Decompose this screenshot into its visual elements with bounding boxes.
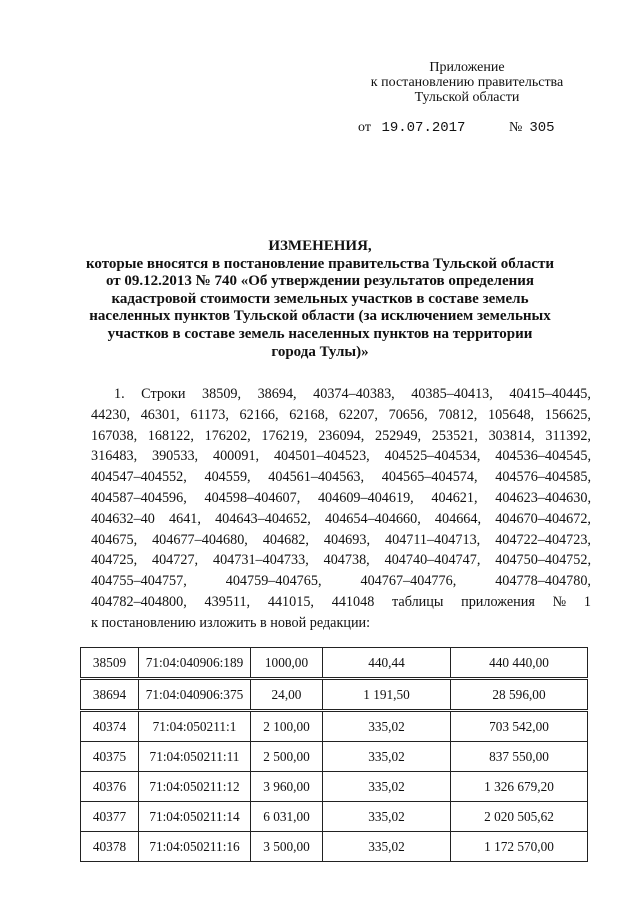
- decree-date: 19.07.2017: [381, 120, 466, 136]
- body-word: 441015,: [267, 593, 314, 610]
- body-word: 404621,: [431, 489, 478, 506]
- body-word: 167038,: [91, 427, 138, 444]
- body-word: 404778–404780,: [495, 573, 591, 590]
- row-id: 38694: [81, 680, 139, 710]
- body-word: 404664,: [434, 510, 482, 527]
- body-word: 404682,: [262, 531, 309, 548]
- body-word: 404755–404757,: [91, 573, 187, 590]
- body-word: 46301,: [140, 406, 180, 423]
- body-word: 404501–404523,: [273, 448, 370, 465]
- body-word: 404727,: [151, 552, 199, 569]
- body-line: [91, 467, 591, 488]
- body-word: 404722–404723,: [495, 531, 591, 548]
- table-row: [81, 772, 588, 802]
- body-word: 404525–404534,: [384, 448, 481, 465]
- body-word: 404561–404563,: [268, 469, 365, 486]
- body-word: 404693,: [323, 531, 370, 548]
- title-line: города Тулы)»: [271, 343, 369, 360]
- row-id: 40378: [81, 832, 139, 862]
- body-word: 105648,: [487, 406, 535, 423]
- cadastral-number: 71:04:050211:11: [139, 742, 251, 772]
- table-row: [81, 648, 588, 678]
- rate: 335,02: [323, 832, 451, 862]
- row-id: 40377: [81, 802, 139, 832]
- body-word: 38509,: [202, 386, 242, 402]
- body-line: [91, 550, 591, 571]
- body-word: 176219,: [261, 427, 308, 444]
- body-word: 404675,: [91, 531, 138, 548]
- rate: 335,02: [323, 742, 451, 772]
- row-id: 38509: [81, 648, 139, 678]
- body-word: 404740–404747,: [384, 552, 481, 569]
- cadastral-number: 71:04:050211:14: [139, 802, 251, 832]
- cadastral-number: 71:04:050211:12: [139, 772, 251, 802]
- cadastral-value: 28 596,00: [451, 680, 588, 710]
- title-line: населенных пунктов Тульской области (за исключением земельных: [89, 308, 551, 325]
- number-prefix: №: [508, 120, 523, 135]
- body-word: 61173,: [190, 406, 229, 423]
- body-word: 404711–404713,: [384, 531, 481, 548]
- body-word: 404623–404630,: [495, 489, 591, 506]
- body-word: 404609–404619,: [317, 489, 414, 506]
- cadastral-value: 2 020 505,62: [451, 802, 588, 832]
- body-word: 236094,: [318, 427, 365, 444]
- body-word: 303814,: [488, 427, 535, 444]
- body-word: 176202,: [204, 427, 251, 444]
- document-title: [60, 238, 580, 361]
- body-word: №: [552, 593, 567, 610]
- area: 1000,00: [251, 648, 323, 678]
- body-word: 441048: [331, 593, 375, 610]
- body-word: 404598–404607,: [204, 489, 301, 506]
- body-word: 404782–404800,: [91, 593, 187, 610]
- cadastral-value: 440 440,00: [451, 648, 588, 678]
- body-word: 1: [583, 593, 591, 610]
- body-word: 404632–40: [91, 510, 155, 527]
- body-word: 404767–404776,: [360, 573, 457, 590]
- body-word: 311392,: [545, 427, 591, 444]
- body-line: [91, 571, 591, 592]
- body-word: Строки: [141, 386, 186, 402]
- body-word: 70812,: [438, 406, 478, 423]
- body-word: таблицы: [392, 593, 444, 610]
- data-table-part-3: [80, 711, 588, 862]
- body-word: 404643–404652,: [215, 510, 311, 527]
- body-word: 404565–404574,: [381, 469, 478, 486]
- rate: 335,02: [323, 802, 451, 832]
- body-word: 156625,: [544, 406, 591, 423]
- body-word: 4641,: [169, 510, 201, 527]
- cadastral-value: 1 172 570,00: [451, 832, 588, 862]
- body-word: 252949,: [374, 427, 422, 444]
- body-line: [91, 509, 591, 530]
- area: 24,00: [251, 680, 323, 710]
- table-row: [81, 680, 588, 710]
- title-line: от 09.12.2013 № 740 «Об утверждении результатов определения: [105, 273, 535, 290]
- row-id: 40376: [81, 772, 139, 802]
- cadastral-value: 703 542,00: [451, 712, 588, 742]
- body-word: 62166,: [239, 406, 279, 423]
- body-word: 390533,: [151, 448, 199, 465]
- cadastral-number: 71:04:040906:375: [139, 680, 251, 710]
- decree-number: 305: [529, 120, 555, 136]
- body-line: [91, 405, 591, 426]
- body-word: 404738,: [323, 552, 370, 569]
- body-word: 404750–404752,: [495, 552, 591, 569]
- body-word: 404587–404596,: [91, 489, 187, 506]
- appendix-line: Тульской области: [414, 90, 520, 105]
- area: 2 100,00: [251, 712, 323, 742]
- rate: 335,02: [323, 772, 451, 802]
- body-word: приложения: [461, 593, 535, 610]
- rate: 335,02: [323, 712, 451, 742]
- title-line: участков в составе земель населенных пунктов на территории: [107, 325, 533, 342]
- rate: 440,44: [323, 648, 451, 678]
- body-word: 40374–40383,: [313, 386, 395, 402]
- area: 6 031,00: [251, 802, 323, 832]
- body-line: [91, 446, 591, 467]
- body-word: 316483,: [91, 448, 138, 465]
- row-id: 40374: [81, 712, 139, 742]
- body-line: [91, 488, 591, 509]
- body-word: 404576–404585,: [495, 469, 591, 486]
- date-prefix: от: [358, 120, 371, 135]
- row-id: 40375: [81, 742, 139, 772]
- body-word: 404559,: [204, 469, 251, 486]
- title-line: кадастровой стоимости земельных участков в составе земель: [111, 290, 529, 307]
- body-word: 1.: [114, 386, 125, 402]
- body-word: 70656,: [388, 406, 428, 423]
- body-word: 38694,: [257, 386, 297, 402]
- body-word: 400091,: [212, 448, 260, 465]
- area: 2 500,00: [251, 742, 323, 772]
- body-word: 404725,: [91, 552, 138, 569]
- table-row: [81, 742, 588, 772]
- table-row: [81, 802, 588, 832]
- body-word: 404759–404765,: [225, 573, 322, 590]
- body-word: 404654–404660,: [325, 510, 421, 527]
- cadastral-value: 1 326 679,20: [451, 772, 588, 802]
- title-line: которые вносятся в постановление правительства Тульской области: [85, 255, 555, 272]
- body-word: 168122,: [147, 427, 194, 444]
- body-word: 439511,: [204, 593, 251, 610]
- cadastral-value: 837 550,00: [451, 742, 588, 772]
- body-word: 404677–404680,: [152, 531, 248, 548]
- body-line: [91, 426, 591, 447]
- title-heading: ИЗМЕНЕНИЯ,: [268, 238, 372, 254]
- cadastral-number: 71:04:050211:16: [139, 832, 251, 862]
- body-word: к постановлению изложить в новой редакции:: [91, 614, 371, 631]
- body-word: 44230,: [91, 406, 131, 423]
- table-row: [81, 832, 588, 862]
- body-line: [91, 613, 591, 634]
- data-table-part-2: [80, 679, 588, 710]
- body-word: 404536–404545,: [495, 448, 591, 465]
- cadastral-number: 71:04:050211:1: [139, 712, 251, 742]
- appendix-header: [352, 60, 582, 105]
- data-table-part-1: [80, 647, 588, 678]
- appendix-line: к постановлению правительства: [370, 75, 564, 90]
- area: 3 500,00: [251, 832, 323, 862]
- area: 3 960,00: [251, 772, 323, 802]
- rate: 1 191,50: [323, 680, 451, 710]
- appendix-line: Приложение: [429, 60, 505, 75]
- cadastral-number: 71:04:040906:189: [139, 648, 251, 678]
- body-line: [91, 592, 591, 613]
- table-row: [81, 712, 588, 742]
- body-word: 40385–40413,: [411, 386, 493, 402]
- body-word: 404547–404552,: [91, 469, 187, 486]
- body-word: 40415–40445,: [509, 386, 591, 402]
- body-word: 253521,: [431, 427, 478, 444]
- body-word: 62168,: [289, 406, 329, 423]
- body-word: 404731–404733,: [212, 552, 309, 569]
- body-line: [91, 530, 591, 551]
- body-word: 62207,: [338, 406, 378, 423]
- body-line: [91, 384, 591, 405]
- body-word: 404670–404672,: [495, 510, 591, 527]
- decree-date-line: [358, 120, 555, 136]
- body-paragraph: [91, 384, 591, 634]
